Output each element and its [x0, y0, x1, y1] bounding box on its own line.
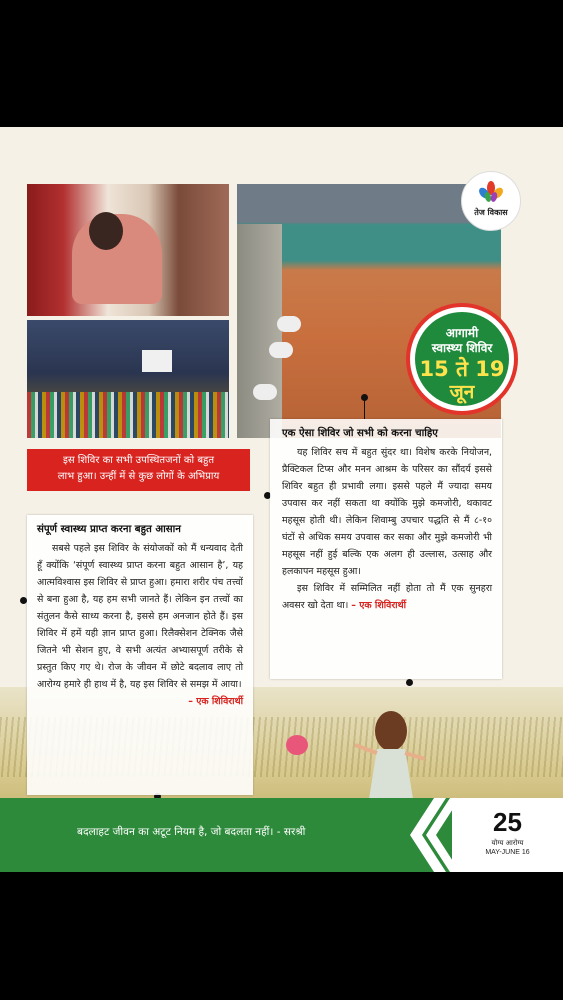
testimonial-body: यह शिविर सच में बहुत सुंदर था। विशेष करके नियोजन, प्रैक्टिकल टिप्स और मनन आश्रम के परिसर का सौंदर्य इससे शिविर बहुत ही प्रभावी लगा। इससे पहले मैं ज्यादा समय उपवास कर नहीं सकता था क्योंकि मुझे कमजोरी, थकावट महसूस होती थी। लेकिन शिवाम्बु उपचार पद्धति से मैं ८-१० घंटों से अधिक समय उपवास कर सका और मुझे कमजोरी भी महसूस नहीं हुई बल्कि एक अलग ही उल्लास, उत्साह और हलकापन महसूस हुआ। — [282, 447, 492, 577]
badge-month: जून — [449, 381, 475, 403]
page-footer — [0, 798, 563, 872]
testimonial-title: एक ऐसा शिविर जो सभी को करना चाहिए — [282, 428, 438, 439]
girl-illustration — [355, 709, 425, 799]
magazine-name: योग्य आरोग्य — [491, 839, 524, 847]
feedback-banner: इस शिविर का सभी उपस्थितजनों को बहुत लाभ हुआ। उन्हीं में से कुछ लोगों के अभिप्राय — [27, 449, 250, 491]
photo-participant — [27, 184, 229, 316]
testimonial-body: इस शिविर में सम्मिलित नहीं होता तो मैं एक सुनहरा अवसर खो देता था। — [282, 583, 492, 611]
testimonial-left — [27, 515, 253, 795]
flower-icon — [286, 735, 308, 755]
testimonial-title: संपूर्ण स्वास्थ्य प्राप्त करना बहुत आसान — [37, 524, 181, 535]
connector-dot — [20, 597, 27, 604]
testimonial-signature: – एक शिविरार्थी — [351, 600, 407, 611]
testimonial-signature: – एक शिविरार्थी — [188, 696, 243, 707]
magazine-page — [0, 127, 563, 872]
badge-line2: स्वास्थ्य शिविर — [431, 341, 493, 355]
connector-dot — [406, 679, 413, 686]
photo-hall — [27, 320, 229, 438]
logo-name: तेज विकास — [474, 208, 508, 217]
testimonial-body: सबसे पहले इस शिविर के संयोजकों को मैं धन्यवाद देती हूँ क्योंकि ‘संपूर्ण स्वास्थ्य प्राप्त करना बहुत आसान है’, यह आत्मविश्वास इस शिविर से प्राप्त हुआ। हमारा शरीर पंच तत्त्वों से बना हुआ है, यह हम सभी जानते हैं। लेकिन इन तत्त्वों का संतुलन कैसे साध्य करना है, इससे हम अनजान होते हैं। इस शिविर में हमें यही ज्ञान प्राप्त हुआ। रिलैक्सेशन टेक्निक जैसे जितने भी सेशन हुए, वे सभी अत्यंत अभ्यासपूर्ण तरीके से प्रस्तुत किए गए थे। रोज के जीवन में छोटे बदलाव लाए तो आरोग्य हमारे ही हाथ में है, यह इस शिविर से समझ में आया। — [37, 543, 243, 690]
badge-line1: आगामी — [445, 326, 479, 340]
issue-date: MAY-JUNE 16 — [485, 849, 530, 856]
page-number: 25 — [493, 807, 522, 837]
connector-dot — [361, 394, 368, 401]
lotus-icon — [479, 181, 503, 203]
page-number-box — [452, 798, 563, 872]
footer-quote: बदलाहट जीवन का अटूट नियम है, जो बदलता नहीं। - सरश्री — [77, 826, 306, 838]
upcoming-camp-badge — [406, 303, 518, 415]
brand-logo — [461, 171, 521, 231]
badge-dates: 15 ते 19 — [419, 357, 505, 381]
testimonial-right — [270, 419, 502, 679]
